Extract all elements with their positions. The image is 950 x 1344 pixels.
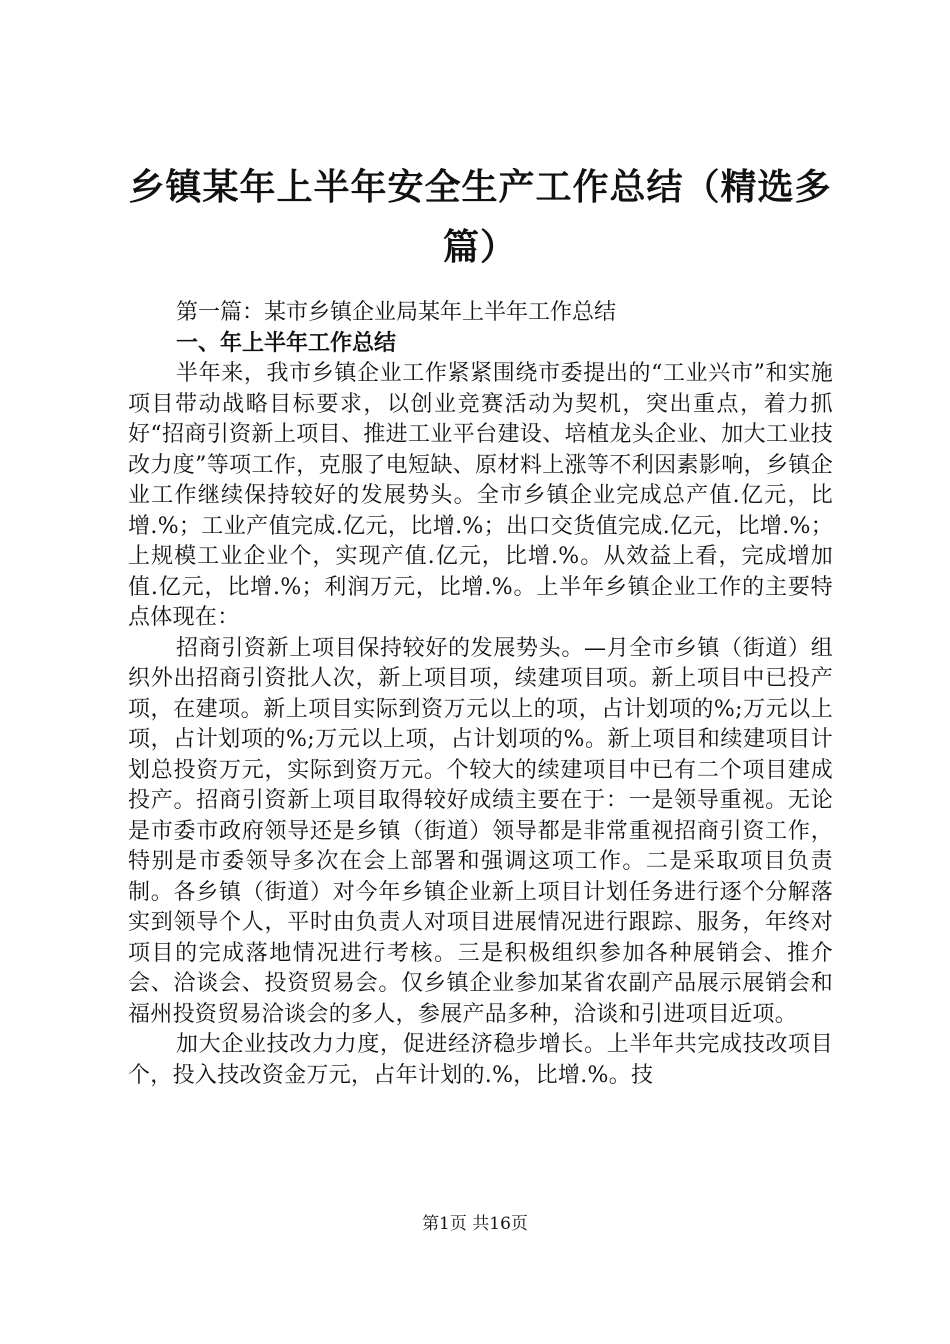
chapter-subtitle: 第一篇：某市乡镇企业局某年上半年工作总结 — [176, 300, 617, 325]
document-title: 乡镇某年上半年安全生产工作总结（精选多篇） — [128, 167, 832, 268]
document-body — [128, 297, 833, 1091]
paragraph: 加大企业技改力力度，促进经济稳步增长。上半年共完成技改项目个，投入技改资金万元，占年计划的.%，比增.%。技 — [128, 1032, 833, 1088]
section-heading: 一、年上半年工作总结 — [176, 331, 397, 356]
paragraph: 半年来，我市乡镇企业工作紧紧围绕市委提出的“工业兴市”和实施项目带动战略目标要求，以创业竞赛活动为契机，突出重点，着力抓好“招商引资新上项目、推进工业平台建设、培植龙头企业、加大工业技改力度”等项工作，克服了电短缺、原材料上涨等不利因素影响，乡镇企业工作继续保持较好的发展势头。全市乡镇企业完成总产值.亿元，比增.%；工业产值完成.亿元，比增.%；出口交货值完成.亿元，比增.%；上规模工业企业个，实现产值.亿元，比增.%。从效益上看，完成增加值.亿元，比增.%；利润万元，比增.%。上半年乡镇企业工作的主要特点体现在： — [128, 361, 833, 630]
page-footer: 第1页 共16页 — [422, 1214, 528, 1234]
paragraph: 招商引资新上项目保持较好的发展势头。—月全市乡镇（街道）组织外出招商引资批人次，新上项目项，续建项目项。新上项目中已投产项，在建项。新上项目实际到资万元以上的项，占计划项的%;万元以上项，占计划项的%;万元以上项，占计划项的%。新上项目和续建项目计划总投资万元，实际到资万元。个较大的续建项目中已有二个项目建成投产。招商引资新上项目取得较好成绩主要在于：一是领导重视。无论是市委市政府领导还是乡镇（街道）领导都是非常重视招商引资工作，特别是市委领导多次在会上部署和强调这项工作。二是采取项目负责制。各乡镇（街道）对今年乡镇企业新上项目计划任务进行逐个分解落实到领导个人，平时由负责人对项目进展情况进行跟踪、服务，年终对项目的完成落地情况进行考核。三是积极组织参加各种展销会、推介会、洽谈会、投资贸易会。仅乡镇企业参加某省农副产品展示展销会和福州投资贸易洽谈会的多人，参展产品多种，洽谈和引进项目近项。 — [128, 635, 833, 1027]
